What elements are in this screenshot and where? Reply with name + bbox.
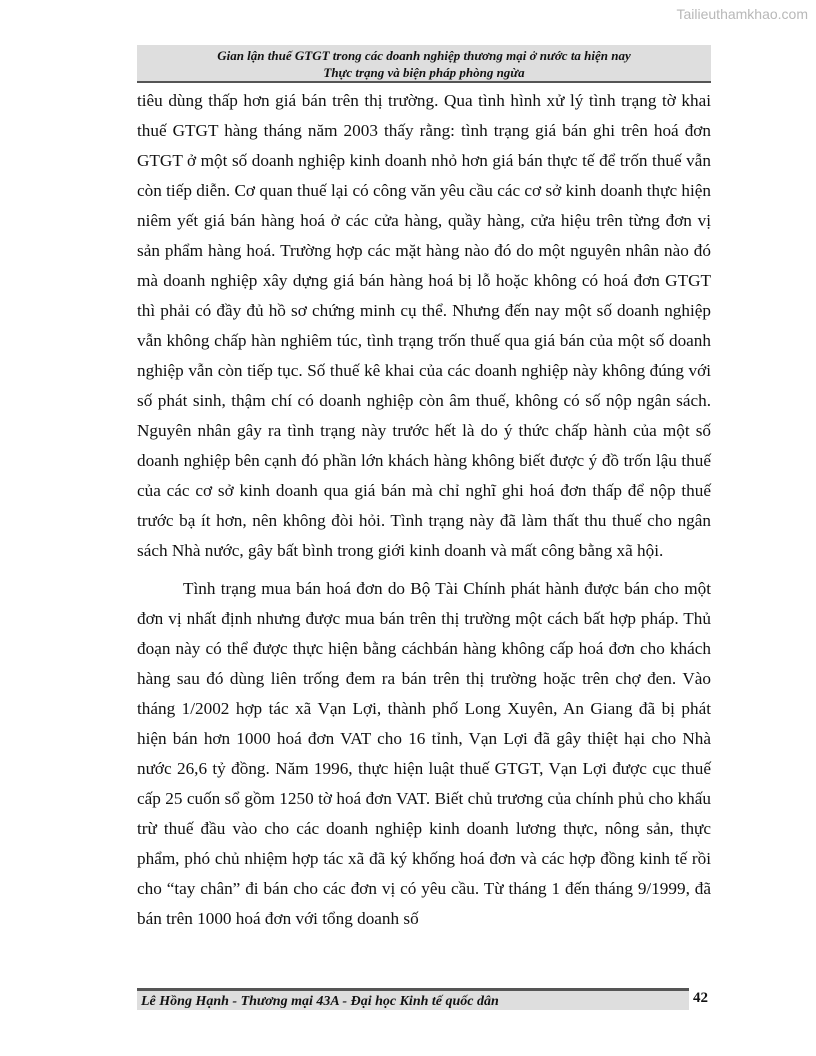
header-title: Gian lận thuế GTGT trong các doanh nghiệp thương mại ở nước ta hiện nay [217, 48, 631, 63]
header-subtitle: Thực trạng và biện pháp phòng ngừa [323, 65, 525, 80]
watermark: Tailieuthamkhao.com [676, 6, 808, 22]
paragraph-continued: tiêu dùng thấp hơn giá bán trên thị trường. Qua tình hình xử lý tình trạng tờ khai thuế GTGT hàng tháng năm 2003 thấy rằng: tình trạng giá bán ghi trên hoá đơn GTGT ở một số doanh nghiệp kinh doanh nhỏ hơn giá bán thực tế để trốn thuế vẫn còn tiếp diễn. Cơ quan thuế lại có công văn yêu cầu các cơ sở kinh doanh thực hiện niêm yết giá bán hàng hoá ở các cửa hàng, quầy hàng, cửa hiệu trên từng đơn vị sản phẩm hàng hoá. Trường hợp các mặt hàng nào đó do một nguyên nhân nào đó mà doanh nghiệp xây dựng giá bán hàng hoá bị lỗ hoặc không có hoá đơn GTGT thì phải có đầy đủ hồ sơ chứng minh cụ thể. Nhưng đến nay một số doanh nghiệp vẫn không chấp hàn nghiêm túc, tình trạng trốn thuế qua giá bán của một số doanh nghiệp vẫn còn tiếp tục. Số thuế kê khai của các doanh nghiệp này không đúng với số phát sinh, thậm chí có doanh nghiệp còn âm thuế, không có số nộp ngân sách. Nguyên nhân gây ra tình trạng này trước hết là do ý thức chấp hành của một số doanh nghiệp bên cạnh đó phần lớn khách hàng không biết được ý đồ trốn lậu thuế của các cơ sở kinh doanh qua giá bán mà chỉ nghĩ ghi hoá đơn thấp để nộp thuế trước bạ ít hơn, nên không đòi hỏi. Tình trạng này đã làm thất thu thuế cho ngân sách Nhà nước, gây bất bình trong giới kinh doanh và mất công bằng xã hội. [137, 91, 711, 560]
page-body [137, 86, 711, 934]
paragraph-invoice-trading: Tình trạng mua bán hoá đơn do Bộ Tài Chính phát hành được bán cho một đơn vị nhất định nhưng được mua bán trên thị trường một cách bất hợp pháp. Thủ đoạn này có thể được thực hiện bằng cáchbán hàng không cấp hoá đơn cho khách hàng sau đó dùng liên trống đem ra bán trên thị trường hoặc trên chợ đen. Vào tháng 1/2002 hợp tác xã Vạn Lợi, thành phố Long Xuyên, An Giang đã bị phát hiện bán hơn 1000 hoá đơn VAT cho 16 tỉnh, Vạn Lợi đã gây thiệt hại cho Nhà nước 26,6 tỷ đồng. Năm 1996, thực hiện luật thuế GTGT, Vạn Lợi được cục thuế cấp 25 cuốn sổ gồm 1250 tờ hoá đơn VAT. Biết chủ trương của chính phủ cho khấu trừ thuế đầu vào cho các doanh nghiệp kinh doanh lương thực, nông sản, thực phẩm, phó chủ nhiệm hợp tác xã đã ký khống hoá đơn và các hợp đồng kinh tế rồi cho “tay chân” đi bán cho các đơn vị có yêu cầu. Từ tháng 1 đến tháng 9/1999, đã bán trên 1000 hoá đơn với tổng doanh số [137, 579, 711, 928]
page-number: 42 [693, 990, 708, 1006]
page-header [137, 45, 711, 83]
page-footer: Lê Hồng Hạnh - Thương mại 43A - Đại học Kinh tế quốc dân [137, 988, 689, 1010]
